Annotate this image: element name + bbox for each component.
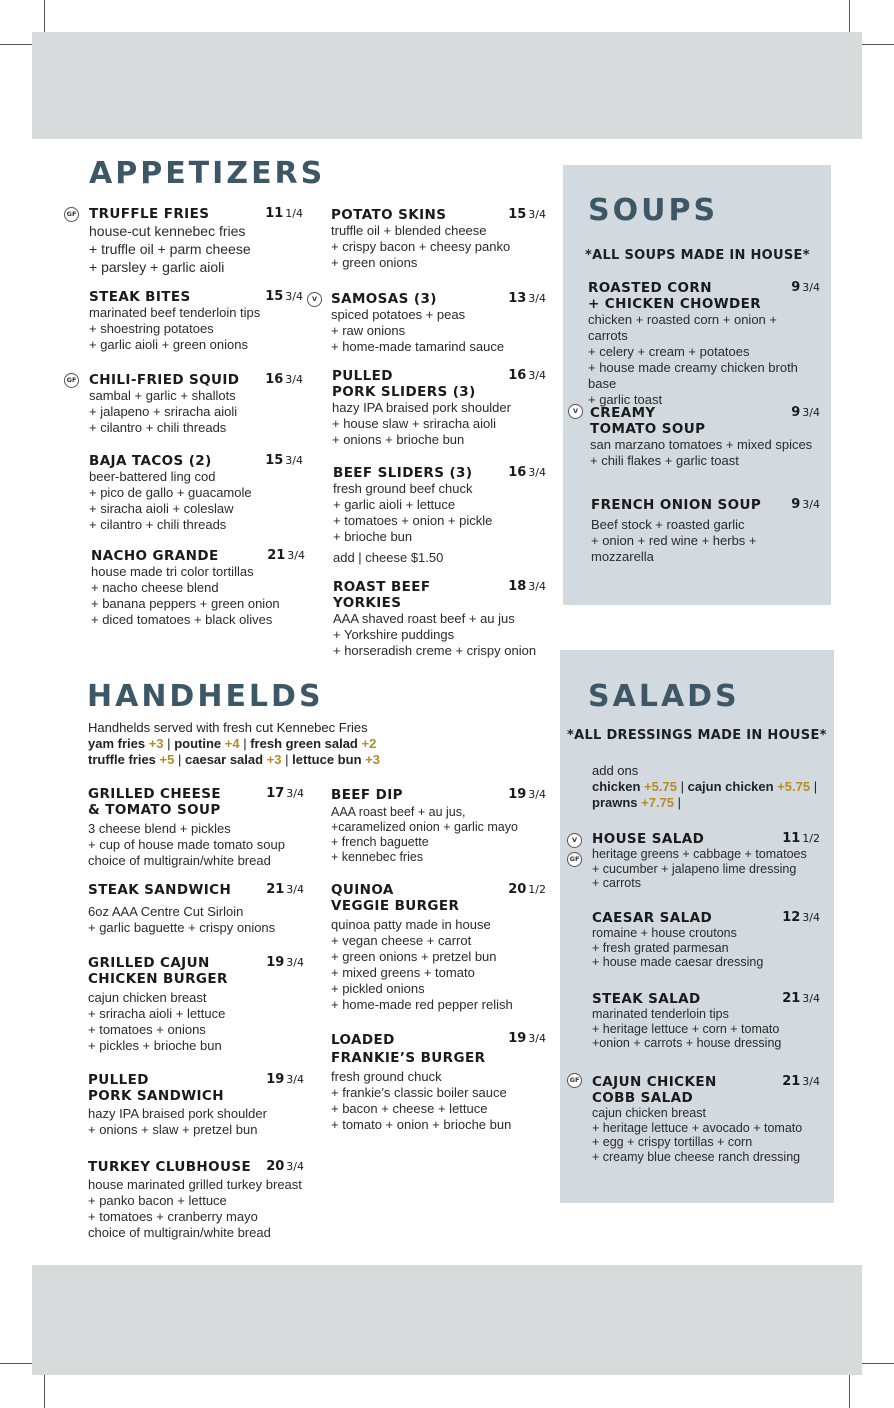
price-whole: 19 bbox=[266, 955, 285, 970]
price-whole: 21 bbox=[782, 1074, 801, 1089]
addon-name: prawns bbox=[592, 795, 638, 810]
addons-row-2 bbox=[592, 795, 824, 811]
price-fraction: 3/4 bbox=[528, 1032, 546, 1045]
side-price: +4 bbox=[224, 736, 240, 751]
crop-mark bbox=[858, 1363, 894, 1364]
price-fraction: 3/4 bbox=[528, 788, 546, 801]
item-description: AAA roast beef + au jus, +caramelized onion + garlic mayo + french baguette + kennebec fries bbox=[331, 805, 518, 864]
price-whole: 15 bbox=[265, 453, 284, 468]
item-name: CHILI-FRIED SQUID bbox=[89, 372, 240, 388]
menu-item-nacho-grande bbox=[91, 548, 305, 628]
menu-item-samosas bbox=[331, 291, 546, 355]
handhelds-intro-text: Handhelds served with fresh cut Kennebec Fries bbox=[88, 720, 368, 735]
menu-item-turkey-clubhouse bbox=[88, 1159, 304, 1241]
menu-item-quinoa-veggie-burger bbox=[331, 882, 546, 1013]
price-fraction: 1/2 bbox=[802, 832, 820, 845]
item-description: cajun chicken breast + sriracha aioli + lettuce + tomatoes + onions + pickles + brioche bun bbox=[88, 990, 226, 1053]
salads-title: SALADS bbox=[588, 679, 740, 714]
side-name: caesar salad bbox=[185, 752, 264, 767]
item-description: hazy IPA braised pork shoulder + house slaw + sriracha aioli + onions + brioche bun bbox=[332, 400, 511, 447]
crop-mark bbox=[44, 1372, 45, 1408]
separator: | bbox=[680, 779, 684, 794]
separator: | bbox=[177, 752, 182, 767]
menu-item-beef-dip bbox=[331, 787, 546, 865]
item-price bbox=[782, 831, 820, 847]
price-whole: 11 bbox=[265, 206, 284, 221]
separator: | bbox=[677, 795, 682, 810]
addon-price: +5.75 bbox=[777, 779, 811, 794]
price-fraction: 3/4 bbox=[802, 1075, 820, 1088]
price-fraction: 3/4 bbox=[286, 1160, 304, 1173]
item-name: STEAK SANDWICH bbox=[88, 882, 232, 898]
item-description: 3 cheese blend + pickles + cup of house made tomato soup choice of multigrain/white bread bbox=[88, 821, 285, 868]
item-price bbox=[266, 882, 304, 898]
price-whole: 16 bbox=[508, 368, 527, 383]
item-description: heritage greens + cabbage + tomatoes + cucumber + jalapeno lime dressing + carrots bbox=[592, 847, 807, 890]
price-whole: 17 bbox=[266, 786, 285, 801]
item-price bbox=[265, 453, 303, 469]
item-name: BAJA TACOS (2) bbox=[89, 453, 212, 469]
price-fraction: 3/4 bbox=[802, 911, 820, 924]
item-description: fresh ground chuck + frankie’s classic boiler sauce + bacon + cheese + lettuce + tomato + onion + brioche bun bbox=[331, 1069, 512, 1132]
item-price bbox=[508, 207, 546, 223]
side-price: +3 bbox=[266, 752, 282, 767]
item-description: marinated tenderloin tips + heritage lettuce + corn + tomato +onion + carrots + house dressing bbox=[592, 1007, 782, 1050]
price-fraction: 1/2 bbox=[528, 883, 546, 896]
price-whole: 18 bbox=[508, 579, 527, 594]
item-price bbox=[508, 1031, 546, 1047]
item-description: truffle oil + blended cheese + crispy bacon + cheesy panko + green onions bbox=[331, 223, 511, 270]
menu-item-cajun-chicken-cobb-salad bbox=[592, 1074, 820, 1164]
price-whole: 11 bbox=[782, 831, 801, 846]
item-price bbox=[508, 787, 546, 803]
item-name: GRILLED CAJUN CHICKEN BURGER bbox=[88, 955, 228, 987]
item-price bbox=[266, 786, 304, 802]
menu-item-pulled-pork-sandwich bbox=[88, 1072, 304, 1138]
soups-note: *ALL SOUPS MADE IN HOUSE* bbox=[585, 248, 810, 263]
side-name: yam fries bbox=[88, 736, 146, 751]
menu-item-house-salad bbox=[592, 831, 820, 891]
crop-mark bbox=[0, 44, 36, 45]
item-name: NACHO GRANDE bbox=[91, 548, 219, 564]
price-fraction: 3/4 bbox=[528, 580, 546, 593]
menu-item-grilled-cheese bbox=[88, 786, 304, 869]
price-whole: 19 bbox=[266, 1072, 285, 1087]
gluten-free-icon: GF bbox=[567, 852, 582, 867]
separator: | bbox=[167, 736, 171, 751]
price-fraction: 3/4 bbox=[285, 373, 303, 386]
item-name: ROAST BEEF YORKIES bbox=[333, 579, 431, 611]
crop-mark bbox=[849, 0, 850, 36]
item-price bbox=[266, 955, 304, 971]
item-price bbox=[791, 405, 820, 421]
item-price bbox=[508, 465, 546, 481]
menu-item-french-onion-soup bbox=[591, 497, 820, 565]
menu-item-steak-bites bbox=[89, 289, 303, 353]
price-whole: 16 bbox=[508, 465, 527, 480]
item-price bbox=[265, 372, 303, 388]
item-name: TURKEY CLUBHOUSE bbox=[88, 1159, 252, 1175]
menu-item-potato-skins bbox=[331, 207, 546, 271]
addons-label: add ons bbox=[592, 763, 639, 778]
item-description: 6oz AAA Centre Cut Sirloin + garlic baguette + crispy onions bbox=[88, 904, 276, 935]
price-whole: 9 bbox=[791, 405, 801, 420]
addons-row-1 bbox=[592, 779, 824, 795]
addon-price: +5.75 bbox=[644, 779, 677, 794]
item-name: FRENCH ONION SOUP bbox=[591, 497, 762, 513]
item-price bbox=[782, 1074, 820, 1090]
menu-item-chili-fried-squid bbox=[89, 372, 303, 436]
item-price bbox=[508, 882, 546, 898]
item-description: beer-battered ling cod + pico de gallo + guacamole + siracha aioli + coleslaw + cilantro + chili threads bbox=[89, 469, 252, 532]
addon-name: chicken bbox=[592, 779, 641, 794]
item-description: Beef stock + roasted garlic + onion + red wine + herbs + mozzarella bbox=[591, 517, 757, 564]
gluten-free-icon: GF bbox=[567, 1073, 582, 1088]
crop-mark bbox=[0, 1363, 36, 1364]
menu-item-steak-salad bbox=[592, 991, 820, 1051]
price-fraction: 3/4 bbox=[285, 290, 303, 303]
price-whole: 15 bbox=[265, 289, 284, 304]
crop-mark bbox=[44, 0, 45, 36]
price-fraction: 3/4 bbox=[528, 369, 546, 382]
item-name: CREAMY TOMATO SOUP bbox=[590, 405, 706, 437]
price-fraction: 3/4 bbox=[802, 406, 820, 419]
price-fraction: 3/4 bbox=[802, 281, 820, 294]
price-fraction: 3/4 bbox=[528, 292, 546, 305]
price-fraction: 3/4 bbox=[802, 992, 820, 1005]
side-name: fresh green salad bbox=[250, 736, 358, 751]
item-name: ROASTED CORN + CHICKEN CHOWDER bbox=[588, 280, 762, 312]
price-whole: 21 bbox=[267, 548, 286, 563]
item-description: marinated beef tenderloin tips + shoestring potatoes + garlic aioli + green onions bbox=[89, 305, 261, 352]
price-fraction: 3/4 bbox=[286, 1073, 304, 1086]
item-name: QUINOA VEGGIE BURGER bbox=[331, 882, 460, 914]
vegetarian-icon: V bbox=[307, 292, 322, 307]
item-price bbox=[791, 497, 820, 513]
price-whole: 13 bbox=[508, 291, 527, 306]
price-whole: 9 bbox=[791, 280, 801, 295]
item-price bbox=[266, 1072, 304, 1088]
price-fraction: 3/4 bbox=[287, 549, 305, 562]
price-whole: 16 bbox=[265, 372, 284, 387]
item-name: STEAK SALAD bbox=[592, 991, 701, 1007]
price-whole: 9 bbox=[791, 497, 801, 512]
menu-item-baja-tacos bbox=[89, 453, 303, 533]
separator: | bbox=[243, 736, 247, 751]
item-name: TRUFFLE FRIES bbox=[89, 206, 210, 222]
header-band bbox=[32, 32, 862, 139]
price-fraction: 3/4 bbox=[528, 208, 546, 221]
addon-name: cajun chicken bbox=[687, 779, 774, 794]
item-description: house made tri color tortillas + nacho cheese blend + banana peppers + green onion + diced tomatoes + black olives bbox=[91, 564, 280, 627]
crop-mark bbox=[849, 1372, 850, 1408]
item-name: HOUSE SALAD bbox=[592, 831, 705, 847]
item-name: BEEF DIP bbox=[331, 787, 403, 803]
vegetarian-icon: V bbox=[568, 404, 583, 419]
item-price bbox=[782, 991, 820, 1007]
item-description: chicken + roasted corn + onion + carrots + celery + cream + potatoes + house made creamy chicken broth base + garlic toast bbox=[588, 312, 798, 407]
item-name: GRILLED CHEESE & TOMATO SOUP bbox=[88, 786, 222, 818]
item-price bbox=[265, 206, 303, 222]
item-name: CAJUN CHICKEN COBB SALAD bbox=[592, 1074, 717, 1106]
item-description: hazy IPA braised pork shoulder + onions + slaw + pretzel bun bbox=[88, 1106, 267, 1137]
item-price bbox=[265, 289, 303, 305]
addon-price: +7.75 bbox=[641, 795, 675, 810]
item-price bbox=[782, 910, 820, 926]
footer-band bbox=[32, 1265, 862, 1375]
item-price bbox=[508, 291, 546, 307]
item-name: CAESAR SALAD bbox=[592, 910, 713, 926]
item-name: STEAK BITES bbox=[89, 289, 191, 305]
side-price: +3 bbox=[365, 752, 380, 767]
soups-title: SOUPS bbox=[588, 193, 719, 228]
side-name: lettuce bun bbox=[292, 752, 362, 767]
price-whole: 19 bbox=[508, 1031, 527, 1046]
item-price bbox=[267, 548, 305, 564]
item-name: LOADED FRANKIE’S BURGER bbox=[331, 1032, 486, 1066]
item-description: san marzano tomatoes + mixed spices + chili flakes + garlic toast bbox=[590, 437, 813, 468]
item-name: POTATO SKINS bbox=[331, 207, 447, 223]
price-fraction: 3/4 bbox=[286, 787, 304, 800]
item-description: spiced potatoes + peas + raw onions + home-made tamarind sauce bbox=[331, 307, 505, 354]
appetizers-title: APPETIZERS bbox=[89, 156, 326, 191]
side-price: +3 bbox=[148, 736, 164, 751]
menu-item-loaded-frankies-burger bbox=[331, 1031, 546, 1133]
menu-item-grilled-cajun-chicken-burger bbox=[88, 955, 304, 1054]
item-price bbox=[791, 280, 820, 296]
handhelds-sides-row-1 bbox=[88, 736, 548, 752]
crop-mark bbox=[858, 44, 894, 45]
price-fraction: 1/4 bbox=[285, 207, 303, 220]
item-description: sambal + garlic + shallots + jalapeno + sriracha aioli + cilantro + chili threads bbox=[89, 388, 238, 435]
menu-item-beef-sliders bbox=[333, 465, 546, 566]
handhelds-title: HANDHELDS bbox=[87, 679, 324, 714]
item-name: BEEF SLIDERS (3) bbox=[333, 465, 473, 481]
item-price bbox=[508, 579, 546, 595]
price-whole: 21 bbox=[782, 991, 801, 1006]
handhelds-intro bbox=[88, 720, 548, 768]
price-whole: 19 bbox=[508, 787, 527, 802]
item-description: quinoa patty made in house + vegan cheese + carrot + green onions + pretzel bun + mixed greens + tomato + pickled onions + home-made red pepper relish bbox=[331, 917, 513, 1012]
separator: | bbox=[285, 752, 289, 767]
menu-item-creamy-tomato-soup bbox=[590, 405, 820, 469]
salad-addons bbox=[592, 763, 824, 811]
price-whole: 20 bbox=[508, 882, 527, 897]
price-fraction: 3/4 bbox=[528, 466, 546, 479]
salads-note: *ALL DRESSINGS MADE IN HOUSE* bbox=[567, 728, 827, 743]
item-description: cajun chicken breast + heritage lettuce + avocado + tomato + egg + crispy tortillas + corn + creamy blue cheese ranch dressing bbox=[592, 1106, 803, 1164]
price-whole: 21 bbox=[266, 882, 285, 897]
price-fraction: 3/4 bbox=[802, 498, 820, 511]
menu-item-caesar-salad bbox=[592, 910, 820, 970]
item-name: PULLED PORK SLIDERS (3) bbox=[332, 368, 476, 400]
item-addon: add | cheese $1.50 bbox=[333, 550, 444, 565]
side-price: +5 bbox=[159, 752, 175, 767]
price-whole: 12 bbox=[782, 910, 801, 925]
menu-item-truffle-fries bbox=[89, 206, 303, 276]
menu-item-steak-sandwich bbox=[88, 882, 304, 936]
gluten-free-icon: GF bbox=[64, 373, 79, 388]
menu-item-roast-beef-yorkies bbox=[333, 579, 546, 659]
item-name: PULLED PORK SANDWICH bbox=[88, 1072, 224, 1104]
vegetarian-icon: V bbox=[567, 833, 582, 848]
price-fraction: 3/4 bbox=[286, 883, 304, 896]
item-price bbox=[508, 368, 546, 384]
side-price: +2 bbox=[361, 736, 377, 751]
item-description: fresh ground beef chuck + garlic aioli + lettuce + tomatoes + onion + pickle + brioche bun bbox=[333, 481, 493, 544]
item-description: house-cut kennebec fries + truffle oil + parm cheese + parsley + garlic aioli bbox=[89, 223, 251, 275]
menu-item-pulled-pork-sliders bbox=[332, 368, 546, 448]
price-whole: 20 bbox=[266, 1159, 285, 1174]
item-description: AAA shaved roast beef + au jus + Yorkshire puddings + horseradish creme + crispy onion bbox=[333, 611, 537, 658]
separator: | bbox=[813, 779, 818, 794]
item-description: romaine + house croutons + fresh grated parmesan + house made caesar dressing bbox=[592, 926, 764, 969]
price-whole: 15 bbox=[508, 207, 527, 222]
item-description: house marinated grilled turkey breast + panko bacon + lettuce + tomatoes + cranberry mayo choice of multigrain/white bread bbox=[88, 1177, 302, 1240]
side-name: poutine bbox=[174, 736, 222, 751]
item-price bbox=[266, 1159, 304, 1175]
gluten-free-icon: GF bbox=[64, 207, 79, 222]
side-name: truffle fries bbox=[88, 752, 156, 767]
handhelds-sides-row-2 bbox=[88, 752, 548, 768]
menu-item-roasted-corn-chowder bbox=[588, 280, 820, 408]
price-fraction: 3/4 bbox=[285, 454, 303, 467]
price-fraction: 3/4 bbox=[286, 956, 304, 969]
item-name: SAMOSAS (3) bbox=[331, 291, 437, 307]
